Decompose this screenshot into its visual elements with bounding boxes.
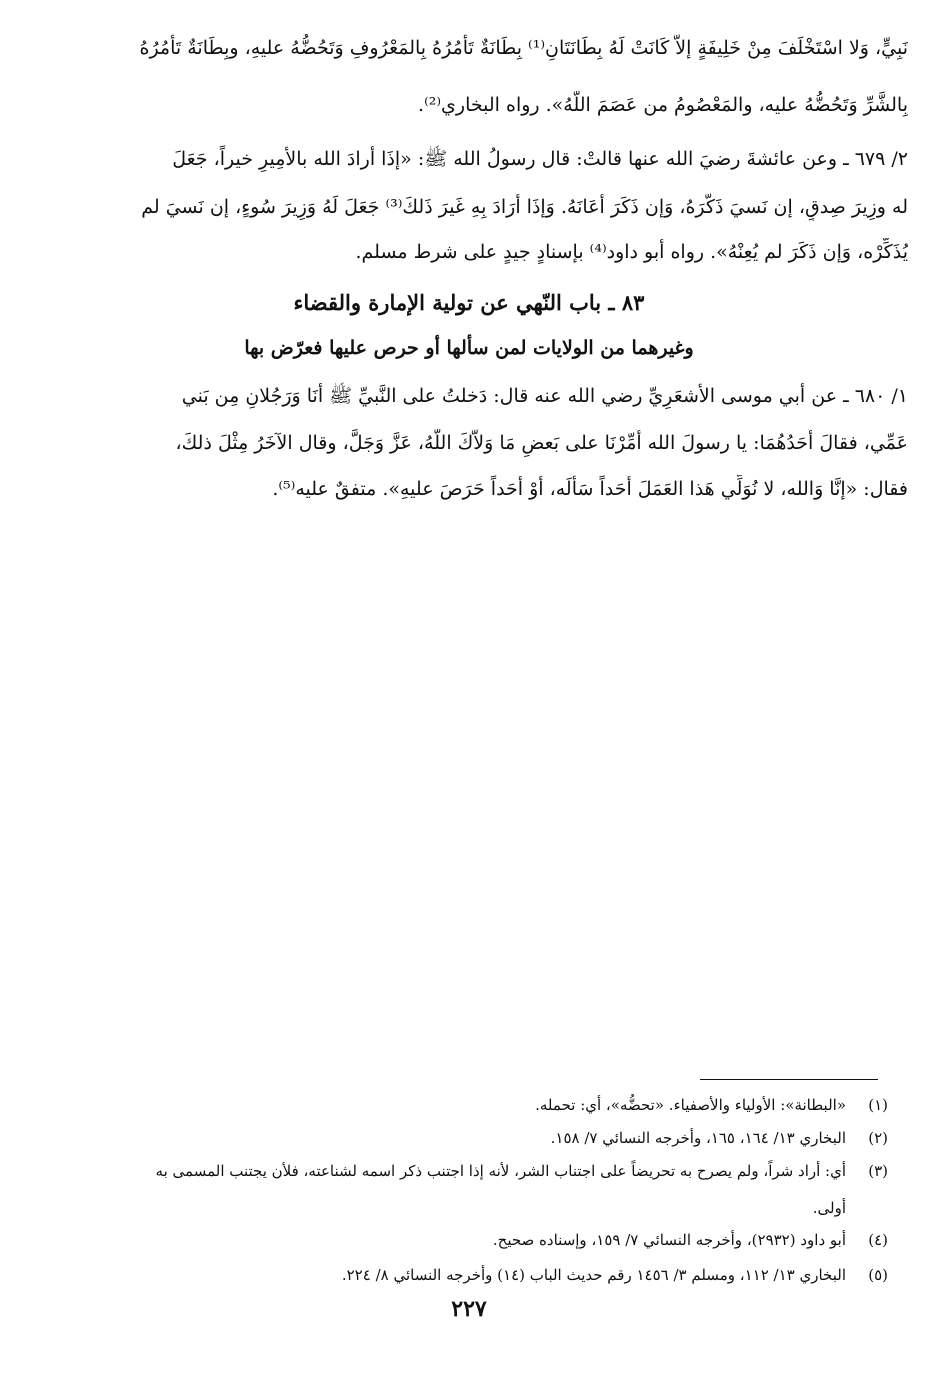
footnote-number: (٢) <box>868 1129 888 1147</box>
hadith-679-line: يُذَكِّرْه، وَإن ذَكَرَ لم يُعِنْهُ». رواه أبو داود⁽⁴⁾ بإسنادٍ جيدٍ على شرط مسلم. <box>355 241 908 263</box>
hadith-680-line: عَمِّي، فقالَ أَحَدُهُمَا: يا رسولَ الله أَمِّرْنَا على بَعضِ مَا وَلاَّكَ اللَّهُ، عَزَّ وَجَلَّ، وقال الآخَرُ مِثْلَ ذلكَ، <box>175 432 908 454</box>
hadith-680-line: فقال: «إنَّا وَالله، لا نُوَلِّي هَذا العَمَلَ أَحَداً سَأَلَه، أَوْ أَحَداً حَرَصَ عليهِ». متفقٌ عليه⁽⁵⁾. <box>272 478 908 500</box>
footnote-text: البخاري ١٣/ ١٦٤، ١٦٥، وأخرجه النسائي ٧/ ١٥٨. <box>550 1129 846 1147</box>
footnote-number: (١) <box>868 1096 888 1114</box>
footnote-text: البخاري ١٣/ ١١٢، ومسلم ٣/ ١٤٥٦ رقم حديث الباب (١٤) وأخرجه النسائي ٨/ ٢٢٤. <box>341 1266 846 1284</box>
footnote-number: (٤) <box>868 1231 888 1249</box>
footnote <box>70 1229 888 1251</box>
footnote-number: (٥) <box>868 1266 888 1284</box>
footnote-continuation: أولى. <box>812 1199 846 1217</box>
footnote-text: «البطانة»: الأولياء والأصفياء. «تحضُّه»، أي: تحمله. <box>535 1096 846 1114</box>
chapter-subtitle: وغيرهما من الولايات لمن سألها أو حرص عليها فعرّض بها <box>244 337 694 359</box>
footnote <box>70 1094 888 1116</box>
footnote <box>70 1127 888 1149</box>
hadith-679-line: له وزِيرَ صِدقٍ، إن نَسيَ ذَكَّرَهُ، وَإن ذَكَرَ أعَانَهُ. وَإذَا أَرَادَ بِهِ غَيرَ ذَلكَ⁽³⁾ جَعَلَ لَهُ وَزِيرَ سُوءٍ، إن نَسيَ لم <box>141 196 908 218</box>
footnote-number: (٣) <box>868 1162 888 1180</box>
body-line: بِالشَّرِّ وَتَحُضُّهُ عليه، والمَعْصُومُ من عَصَمَ اللَّهُ». رواه البخاري⁽²⁾. <box>418 94 908 116</box>
chapter-title: ٨٣ ـ باب النّهي عن تولية الإمارة والقضاء <box>293 290 645 315</box>
footnote-text: أي: أراد شراً، ولم يصرح به تحريضاً على اجتناب الشر، لأنه إذا اجتنب ذكر اسمه لشناعته، فلأن يجتنب المسمى به <box>155 1162 846 1180</box>
page-number: ٢٢٧ <box>451 1296 487 1322</box>
hadith-679-line: ٢/ ٦٧٩ ـ وعن عائشةَ رضيَ الله عنها قالتْ: قال رسولُ الله ﷺ: «إذَا أَرادَ الله بالأمِيرِ خيراً، جَعَلَ <box>172 148 908 170</box>
footnote <box>70 1264 888 1286</box>
footnote-text: أبو داود (٢٩٣٢)، وأخرجه النسائي ٧/ ١٥٩، وإسناده صحيح. <box>492 1231 846 1249</box>
hadith-680-line: ١/ ٦٨٠ ـ عن أبي موسى الأشعَرِيِّ رضي الله عنه قال: دَخلتُ على النَّبيِّ ﷺ أنَا وَرَجُلانِ مِن بَني <box>181 385 908 407</box>
footnote-separator <box>700 1079 878 1080</box>
footnote <box>70 1160 888 1182</box>
body-line: نَبِيٍّ، وَلا اسْتَخْلَفَ مِنْ خَلِيفَةٍ إلاَّ كَانَتْ لَهُ بِطَانَتَانِ⁽¹⁾ بِطَانَةٌ تَأْمُرُهُ بِالمَعْرُوفِ وَتَحُضُّهُ عليهِ، وبِطَانَةٌ تَأْمُرُهُ <box>139 37 908 59</box>
